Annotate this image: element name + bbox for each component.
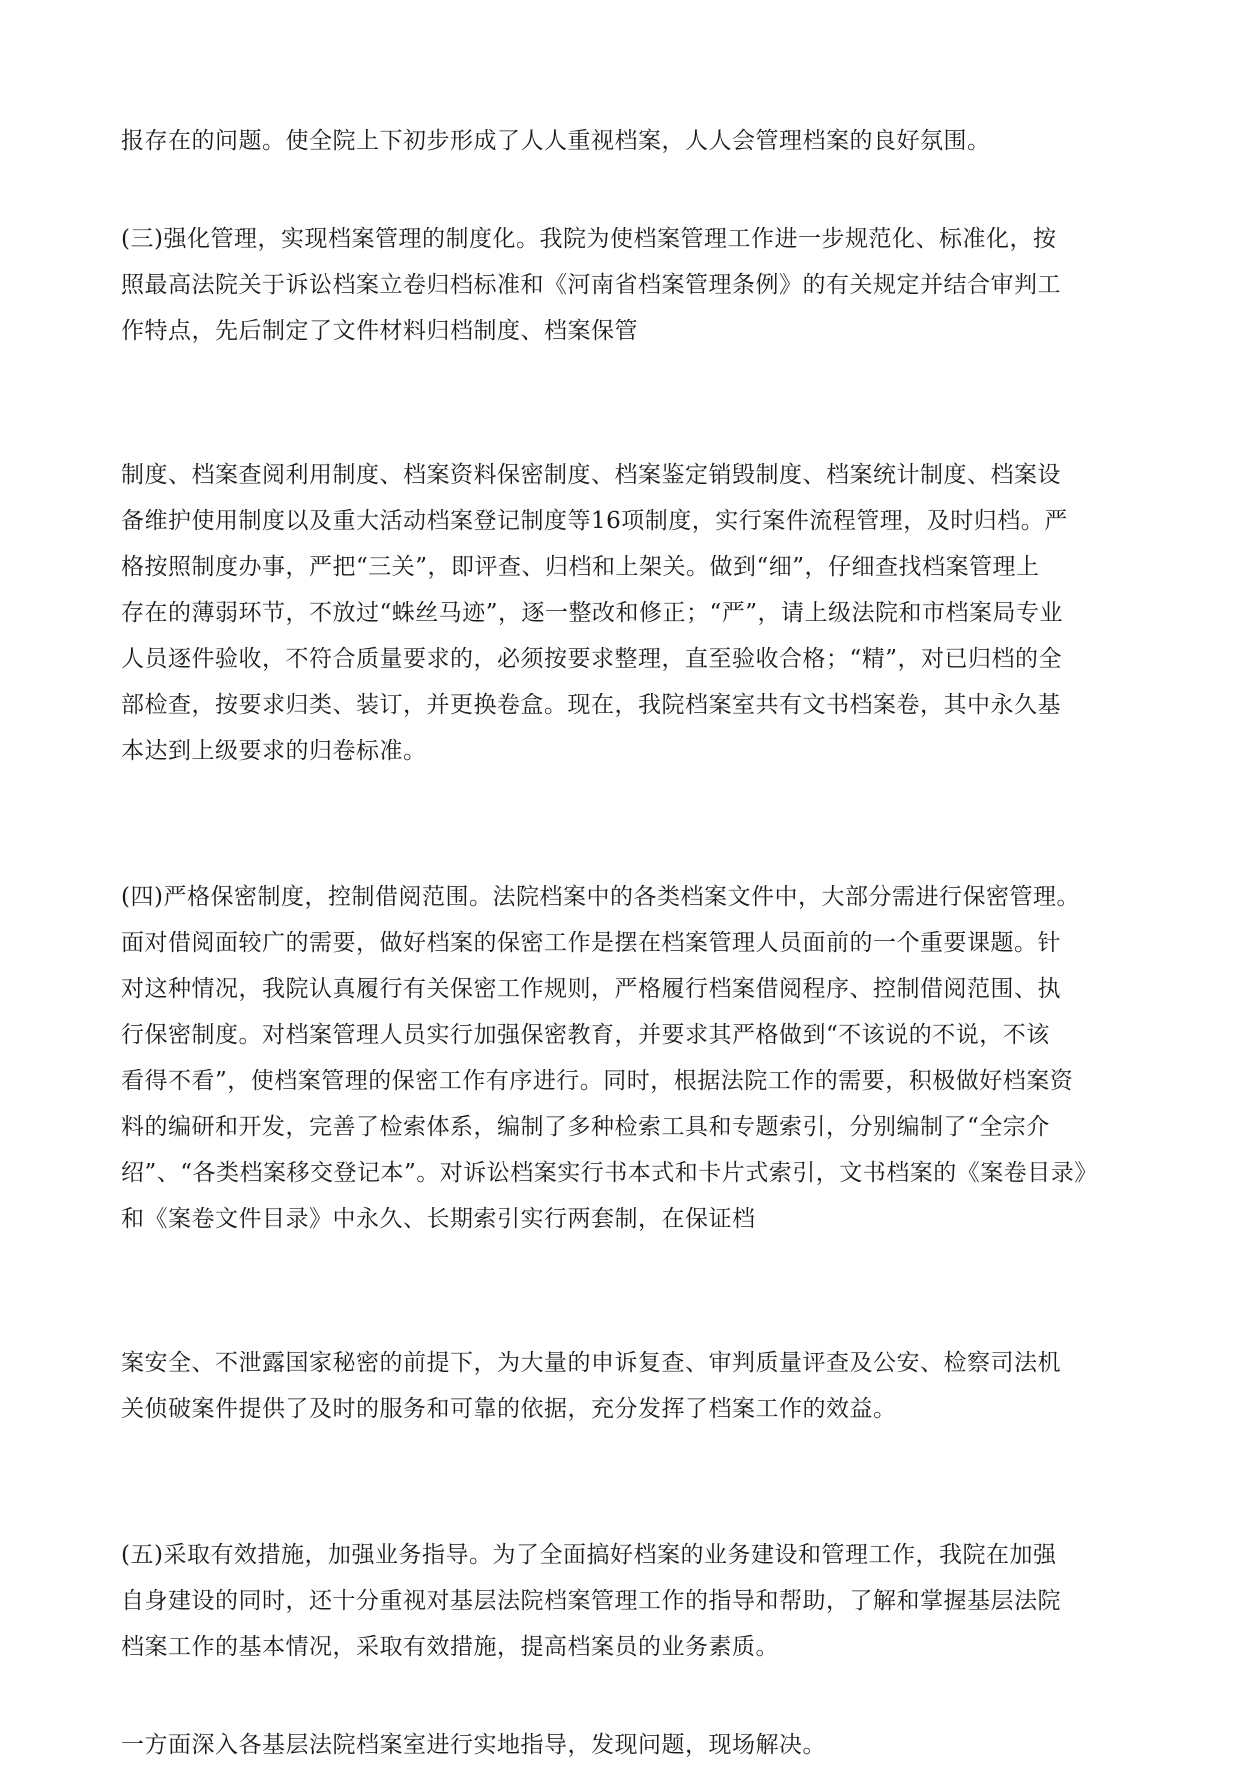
text-line: 对这种情况，我院认真履行有关保密工作规则，严格履行档案借阅程序、控制借阅范围、执 — [121, 976, 1061, 1002]
text-line: (四)严格保密制度，控制借阅范围。法院档案中的各类档案文件中，大部分需进行保密管理。 — [121, 884, 1080, 910]
text-line: 料的编研和开发，完善了检索体系，编制了多种检索工具和专题索引，分别编制了“全宗介 — [121, 1114, 1050, 1140]
paragraph-section-4-continued — [121, 1340, 1121, 1432]
paragraph-section-5 — [121, 1532, 1121, 1670]
text-line: 面对借阅面较广的需要，做好档案的保密工作是摆在档案管理人员面前的一个重要课题。针 — [121, 930, 1061, 956]
paragraph-section-3 — [121, 216, 1121, 354]
paragraph-section-3-continued — [121, 452, 1121, 774]
paragraph-section-5-continued — [121, 1722, 1121, 1768]
text-line: 案安全、不泄露国家秘密的前提下，为大量的申诉复查、审判质量评查及公安、检察司法机 — [121, 1350, 1061, 1376]
text-line: 关侦破案件提供了及时的服务和可靠的依据，充分发挥了档案工作的效益。 — [121, 1396, 897, 1422]
text-line: 人员逐件验收，不符合质量要求的，必须按要求整理，直至验收合格；“精”，对已归档的全 — [121, 646, 1063, 672]
text-line: 看得不看”，使档案管理的保密工作有序进行。同时，根据法院工作的需要，积极做好档案资 — [121, 1068, 1074, 1094]
text-line: 报存在的问题。使全院上下初步形成了人人重视档案，人人会管理档案的良好氛围。 — [121, 128, 991, 154]
text-line: 存在的薄弱环节，不放过“蛛丝马迹”，逐一整改和修正；“严”，请上级法院和市档案局专业 — [121, 600, 1064, 626]
text-line: 格按照制度办事，严把“三关”，即评查、归档和上架关。做到“细”，仔细查找档案管理上 — [121, 554, 1040, 580]
text-line: 本达到上级要求的归卷标准。 — [121, 738, 427, 764]
text-line: 一方面深入各基层法院档案室进行实地指导，发现问题，现场解决。 — [121, 1732, 826, 1758]
text-line: 作特点，先后制定了文件材料归档制度、档案保管 — [121, 318, 638, 344]
paragraph-section-4 — [121, 874, 1121, 1242]
text-line: 备维护使用制度以及重大活动档案登记制度等16项制度，实行案件流程管理，及时归档。严 — [121, 508, 1068, 534]
text-line: 部检查，按要求归类、装订，并更换卷盒。现在，我院档案室共有文书档案卷，其中永久基 — [121, 692, 1061, 718]
text-line: 绍”、“各类档案移交登记本”。对诉讼档案实行书本式和卡片式索引，文书档案的《案卷目录》 — [121, 1160, 1098, 1186]
text-line: 档案工作的基本情况，采取有效措施，提高档案员的业务素质。 — [121, 1634, 779, 1660]
paragraph-intro-tail — [121, 118, 1121, 164]
text-line: (五)采取有效措施，加强业务指导。为了全面搞好档案的业务建设和管理工作，我院在加强 — [121, 1542, 1057, 1568]
document-page — [121, 118, 1121, 1768]
text-line: 自身建设的同时，还十分重视对基层法院档案管理工作的指导和帮助，了解和掌握基层法院 — [121, 1588, 1061, 1614]
text-line: 和《案卷文件目录》中永久、长期索引实行两套制，在保证档 — [121, 1206, 756, 1232]
text-line: (三)强化管理，实现档案管理的制度化。我院为使档案管理工作进一步规范化、标准化，按 — [121, 226, 1057, 252]
text-line: 照最高法院关于诉讼档案立卷归档标准和《河南省档案管理条例》的有关规定并结合审判工 — [121, 272, 1061, 298]
text-line: 制度、档案查阅利用制度、档案资料保密制度、档案鉴定销毁制度、档案统计制度、档案设 — [121, 462, 1061, 488]
text-line: 行保密制度。对档案管理人员实行加强保密教育，并要求其严格做到“不该说的不说，不该 — [121, 1022, 1050, 1048]
